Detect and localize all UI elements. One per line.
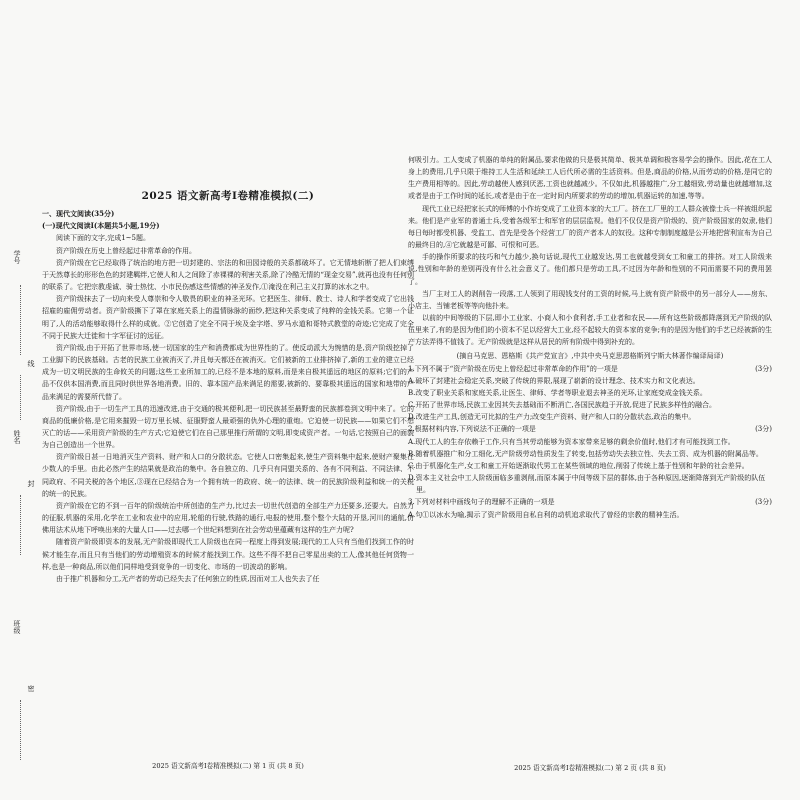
passage-paragraph: 资产阶级在它的不到一百年的阶级统治中所创造的生产力,比过去一切世代创造的全部生产力还要多,还要大。自然力的征服,机器的采用,化学在工业和农业中的应用,轮船的行驶,铁路的通行,电报的使用,整个整个大陆的开垦,河川的通航,仿佛用法术从地下呼唤出来的大量人口——过去哪一个世纪料想到在社会劳动里蕴藏有这样的生产力呢? <box>42 501 414 535</box>
seal-mark-seal: 封 <box>27 480 35 487</box>
answer-option: B.改变了职业关系和家庭关系,让医生、律师、学者等职业退去神圣的光环,让家庭变成金钱关系。 <box>408 388 707 397</box>
passage-paragraph: 随着资产阶级即资本的发展,无产阶级即现代工人阶级也在同一程度上得到发展;现代的工人只有当他们找到工作的时候才能生存,而且只有当他们的劳动增殖资本的时候才能找到工作。这些不得不把自己零星出卖的工人,像其他任何货物一样,也是一种商品,所以他们同样地受到竞争的一切变化、市场的一切波动的影响。 <box>42 538 414 571</box>
passage-paragraph: 当厂主对工人的剥削告一段落,工人领到了用现钱支付的工资的时候,马上就有资产阶级中的另一部分人——房东、小店主、当铺老板等等向他扑来。 <box>408 289 772 310</box>
answer-option: D.改进生产工具,创造无可比拟的生产力;改变生产资料、财产和人口的分散状态,政治的集中。 <box>408 413 696 422</box>
answer-option: B.随着机器推广和分工细化,无产阶级劳动性质发生了转变,包括劳动失去独立性、失去工资、成为机器的附属品等。 <box>408 449 763 458</box>
margin-label-student-id: 学号 <box>13 250 21 264</box>
seal-dotted-line <box>20 495 22 555</box>
margin-label-class: 班级 <box>13 620 21 634</box>
question-stem: 1.下列不属于“资产阶级在历史上曾经起过非常革命的作用”的一项是 <box>408 364 618 373</box>
binding-margin <box>0 230 40 790</box>
passage-paragraph: 资产阶级,由于开拓了世界市场,使一切国家的生产和消费都成为世界性的了。使反动派大为惋惜的是,资产阶级挖掉了工业脚下的民族基础。古老的民族工业被消灭了,并且每天都还在被消灭。它们被新的工业排挤掉了,新的工业的建立已经成为一切文明民族的生命攸关的问题;这些工业所加工的,已经不是本地的原料,而是来自极其遥远的地区的原料;它们的产品不仅供本国消费,而且同时供世界各地消费。旧的、靠本国产品来满足的需要,被新的、要靠极其遥远的国家和地带的产品来满足的需要所代替了。 <box>42 343 414 401</box>
passage-paragraph: 资产阶级在历史上曾经起过非常革命的作用。 <box>56 246 196 255</box>
passage-paragraph: 资产阶级在它已经取得了统治的地方把一切封建的、宗法的和田园诗般的关系都破坏了。它无情地斩断了把人们束缚于天然尊长的形形色色的封建羁绊,它使人和人之间除了赤裸裸的利害关系,除了冷酷无情的“现金交易”,就再也没有任何别的联系了。它把宗教虔诚、骑士热忱、小市民伤感这些情感的神圣发作,①淹没在利己主义打算的冰水之中。 <box>42 258 414 292</box>
page-footer-left: 2025 语文新高考Ⅰ卷精准模拟(二) 第 1 页 (共 8 页) <box>152 762 304 770</box>
answer-option: A.句①以冰水为喻,揭示了资产阶级用自私自利的动机追求取代了曾经的宗教的精神生活。 <box>408 510 684 519</box>
passage-paragraph: 手的操作所要求的技巧和气力越少,换句话说,现代工业越发达,男工也就越受到女工和童工的排挤。对工人阶级来说,性别和年龄的差别再没有什么社会意义了。他们都只是劳动工具,不过因为年龄和性别的不同而需要不同的费用罢了。 <box>408 253 772 286</box>
answer-option: D.资本主义社会中工人阶级面临多重剥削,而原本属于中间等级下层的群体,由于各种原因,逐渐降落到无产阶级的队伍里。 <box>408 474 766 495</box>
seal-dotted-line <box>20 700 22 760</box>
question-points: (3分) <box>755 364 772 373</box>
answer-option: C.由于机器化生产,女工和童工开始逐渐取代男工在某些领域的地位,削弱了传统上基于性别和年龄的社会差异。 <box>408 461 749 470</box>
passage-paragraph: 资产阶级抹去了一切向来受人尊崇和令人敬畏的职业的神圣光环。它把医生、律师、教士、诗人和学者变成了它出钱招雇的雇佣劳动者。资产阶级撕下了罩在家庭关系上的温情脉脉的面纱,把这种关系变成了纯粹的金钱关系。它第一个证明了,人的活动能够取得什么样的成就。②它创造了完全不同于埃及金字塔、罗马水道和哥特式教堂的奇迹;它完成了完全不同于民族大迁徙和十字军征讨的远征。 <box>42 295 414 340</box>
question-points: (3分) <box>755 498 772 507</box>
source-citation: (摘自马克思、恩格斯《共产党宣言》,中共中央马克思恩格斯列宁斯大林著作编译局译) <box>456 351 724 360</box>
passage-paragraph: 现代工业已经把家长式的师傅的小作坊变成了工业资本家的大工厂。挤在工厂里的工人群众被像士兵一样被组织起来。他们是产业军的普通士兵,受着各级军士和军官的层层监视。他们不仅仅是资产阶级的、资产阶级国家的奴隶,他们每日每时都受机器、受监工、首先是受各个经营工厂的资产者本人的奴役。这种专制制度越是公开地把营利宣布为自己的最终目的,④它就越是可鄙、可恨和可恶。 <box>408 204 772 250</box>
question-3 <box>408 496 772 520</box>
margin-label-name: 姓名 <box>13 430 21 444</box>
subsection-heading: (一)现代文阅读Ⅰ(本题共5小题,19分) <box>42 221 160 231</box>
page-footer-right: 2025 语文新高考Ⅰ卷精准模拟(二) 第 2 页 (共 8 页) <box>514 764 666 772</box>
passage-paragraph: 由于推广机器和分工,无产者的劳动已经失去了任何独立的性质,因而对工人也失去了任 <box>56 574 320 583</box>
reading-instruction: 阅读下面的文字,完成1~5题。 <box>56 234 150 243</box>
answer-option: A.破坏了封建社会稳定关系,突破了传统的界限,展现了崭新的设计理念、技术实力和文化表达。 <box>408 376 700 385</box>
passage-paragraph: 资产阶级日甚一日地消灭生产资料、财产和人口的分散状态。它使人口密集起来,使生产资料集中起来,使财产聚集在少数人的手里。由此必然产生的结果就是政治的集中。各自独立的、几乎只有同盟关系的、各有不同利益、不同法律、不同政府、不同关税的各个地区,③现在已经结合为一个拥有统一的政府、统一的法律、统一的民族阶级利益和统一的关税的统一的民族。 <box>42 453 414 498</box>
answer-option: C.开拓了世界市场,民族工业因其失去基础而不断消亡,各国民族趋于开放,促进了民族多样性的融合。 <box>408 401 717 410</box>
passage-paragraph: 何吸引力。工人变成了机器的单纯的附属品,要求他做的只是极其简单、极其单调和极容易学会的操作。因此,花在工人身上的费用,几乎只限于维持工人生活和延续工人后代所必需的生活资料。但是,商品的价格,从而劳动的价格,是同它的生产费用相等的。因此,劳动越使人感到厌恶,工资也就越减少。不仅如此,机器越推广,分工越细致,劳动量也就越增加,这或者是由于工作时间的延长,或者是由于在一定时间内所要求的劳动的增加,机器运转的加速,等等。 <box>408 156 772 201</box>
seal-dotted-line <box>20 375 22 420</box>
left-page <box>42 152 414 807</box>
section-heading: 一、现代文阅读(35分) <box>42 209 115 219</box>
question-2 <box>408 423 772 496</box>
seal-mark-secret: 密 <box>27 685 35 692</box>
question-stem: 3.下列对材料中画线句子的理解不正确的一项是 <box>408 498 555 507</box>
question-points: (3分) <box>755 425 772 434</box>
exam-title: 2025 语文新高考Ⅰ卷精准模拟(二) <box>141 190 315 202</box>
answer-option: A.现代工人的生存依赖于工作,只有当其劳动能够为资本家带来足够的剩余价值时,他们才有可能找到工作。 <box>408 437 735 446</box>
seal-mark-line: 线 <box>27 360 35 367</box>
question-1 <box>408 363 772 424</box>
right-page <box>408 154 772 809</box>
passage-paragraph: 以前的中间等级的下层,即小工业家、小商人和小食利者,手工业者和农民——所有这些阶级都降落到无产阶级的队伍里来了,有的是因为他们的小资本不足以经营大工业,经不起较大的资本家的竞争;有的是因为他们的手艺已经被新的生产方法弄得不值钱了。无产阶级就是这样从居民的所有阶级中得到补充的。 <box>408 314 772 347</box>
question-stem: 2.根据材料内容,下列说法不正确的一项是 <box>408 425 536 434</box>
seal-dotted-line <box>20 285 22 355</box>
passage-paragraph: 资产阶级,由于一切生产工具的迅速改进,由于交通的极其便利,把一切民族甚至最野蛮的民族都卷到文明中来了。它的商品的低廉价格,是它用来摧毁一切万里长城、征服野蛮人最顽强的仇外心理的重炮。它迫使一切民族——如果它们不想灭亡的话——采用资产阶级的生产方式;它迫使它们在自己那里推行所谓的文明,即变成资产者。一句话,它按照自己的面貌为自己创造出一个世界。 <box>42 404 414 450</box>
